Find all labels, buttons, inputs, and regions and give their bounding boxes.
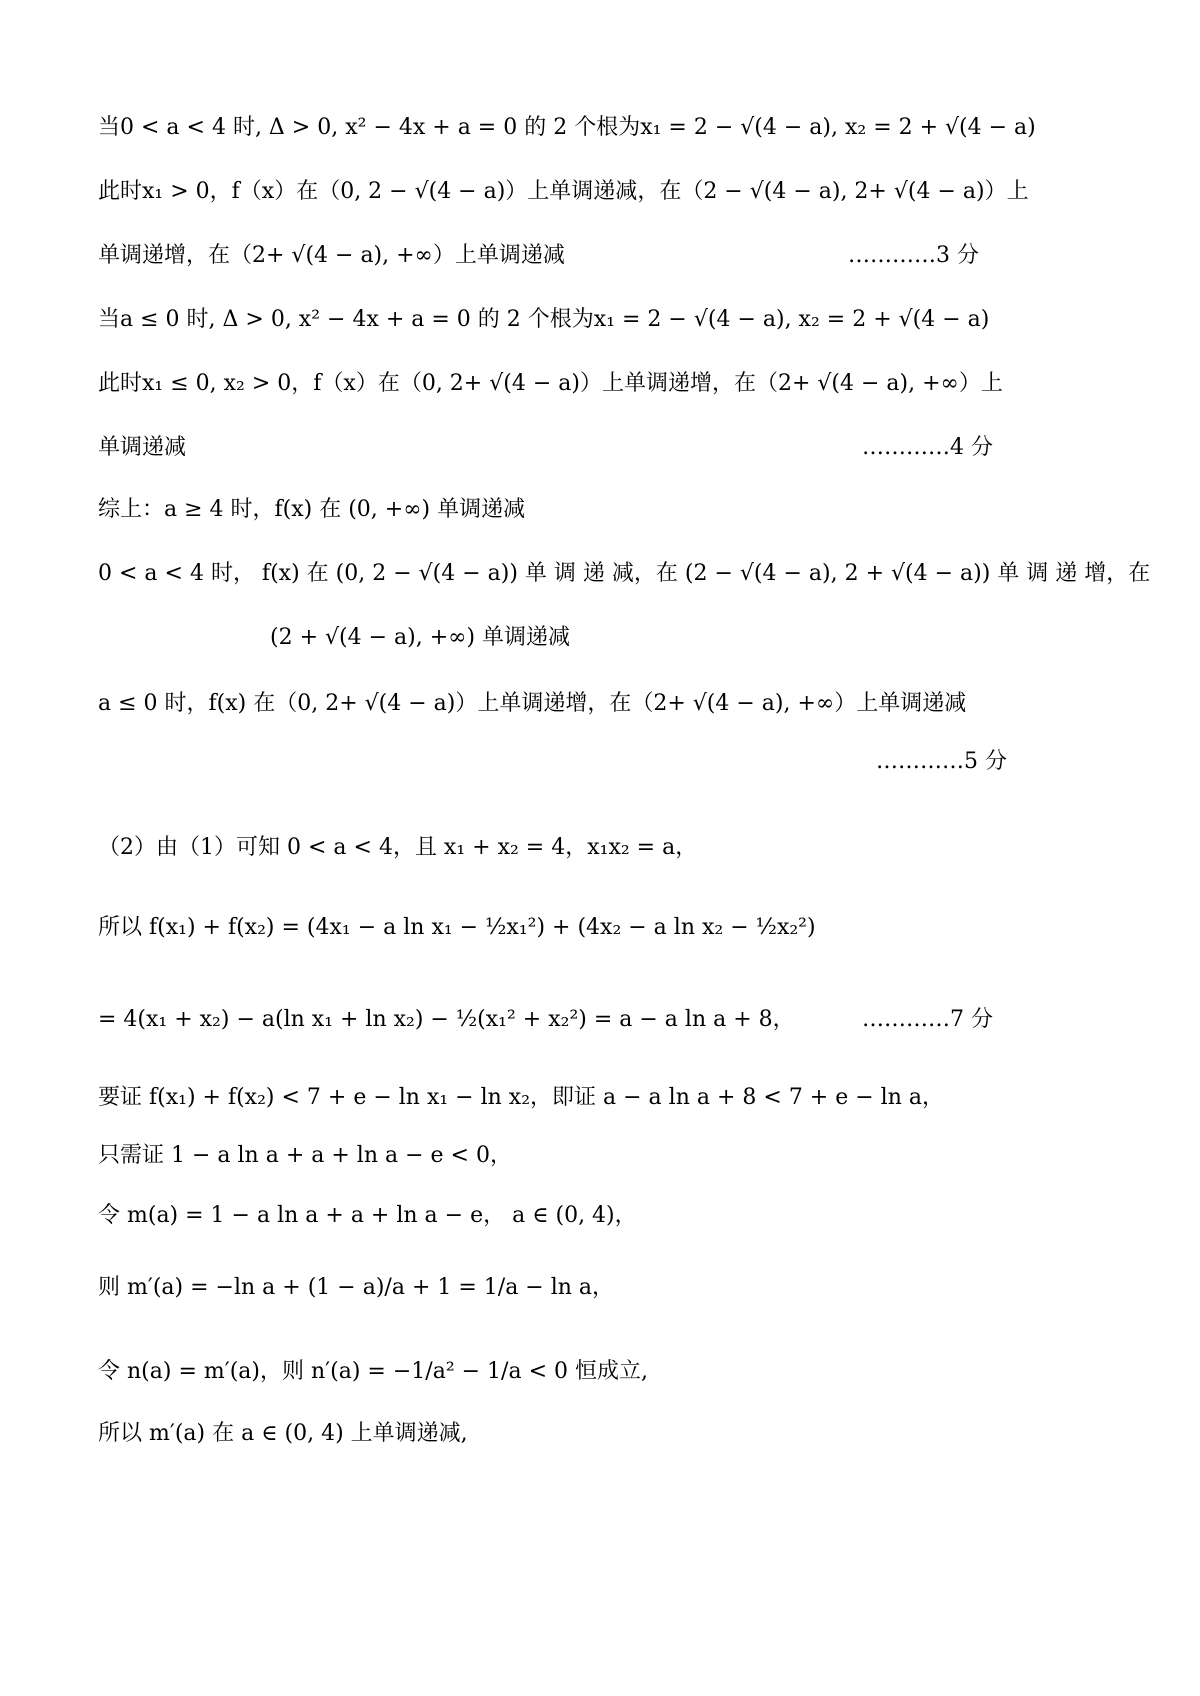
case-mid-monotone-continued: 单调递增，在（2+ √(4 − a), +∞）上单调递减 xyxy=(98,243,565,268)
summary-line-a-ge-4: 综上：a ≥ 4 时，f(x) 在 (0, +∞) 单调递减 xyxy=(98,497,526,522)
part2-intro: （2）由（1）可知 0 < a < 4，且 x₁ + x₂ = 4，x₁x₂ = a， xyxy=(98,835,698,860)
summary-line-mid-continued: (2 + √(4 − a), +∞) 单调递减 xyxy=(270,625,571,650)
monotone-conclusion-line: 所以 m′(a) 在 a ∈ (0, 4) 上单调递减, xyxy=(98,1421,468,1446)
summary-line-mid: 0 < a < 4 时， f(x) 在 (0, 2 − √(4 − a)) 单 调 递 减，在 (2 − √(4 − a), 2 + √(4 − a)) 单 调 递 增，在 xyxy=(98,561,1151,586)
define-m-line: 令 m(a) = 1 − a ln a + a + ln a − e， a ∈ (0, 4)， xyxy=(98,1203,637,1228)
case-neg-roots-line: 当a ≤ 0 时, Δ > 0, x² − 4x + a = 0 的 2 个根为x₁ = 2 − √(4 − a), x₂ = 2 + √(4 − a) xyxy=(98,307,990,332)
summary-line-a-le-0: a ≤ 0 时，f(x) 在（0, 2+ √(4 − a)）上单调递增，在（2+ √(4 − a), +∞）上单调递减 xyxy=(98,691,967,716)
score-marker-4: …………4 分 xyxy=(862,435,993,460)
case-mid-monotone-line: 此时x₁ > 0，f（x）在（0, 2 − √(4 − a)）上单调递减，在（2 − √(4 − a), 2+ √(4 − a)）上 xyxy=(98,179,1029,204)
define-n-line: 令 n(a) = m′(a)，则 n′(a) = −1/a² − 1/a < 0 恒成立, xyxy=(98,1359,648,1384)
case-neg-monotone-line: 此时x₁ ≤ 0, x₂ > 0，f（x）在（0, 2+ √(4 − a)）上单调递增，在（2+ √(4 − a), +∞）上 xyxy=(98,371,1003,396)
case-neg-monotone-continued: 单调递减 xyxy=(98,435,187,460)
case-mid-roots-line: 当0 < a < 4 时, Δ > 0, x² − 4x + a = 0 的 2 个根为x₁ = 2 − √(4 − a), x₂ = 2 + √(4 − a) xyxy=(98,115,1036,140)
to-prove-line: 要证 f(x₁) + f(x₂) < 7 + e − ln x₁ − ln x₂，即证 a − a ln a + 8 < 7 + e − ln a， xyxy=(98,1085,944,1110)
score-marker-5: …………5 分 xyxy=(876,749,1007,774)
simplified-sum: = 4(x₁ + x₂) − a(ln x₁ + ln x₂) − ½(x₁² + x₂²) = a − a ln a + 8， xyxy=(98,1007,795,1032)
derivative-m-line: 则 m′(a) = −ln a + (1 − a)/a + 1 = 1/a − ln a， xyxy=(98,1275,615,1300)
sufficient-condition-line: 只需证 1 − a ln a + a + ln a − e < 0， xyxy=(98,1143,512,1168)
score-marker-7: …………7 分 xyxy=(862,1007,993,1032)
score-marker-3: …………3 分 xyxy=(848,243,979,268)
sum-expression: 所以 f(x₁) + f(x₂) = (4x₁ − a ln x₁ − ½x₁²) + (4x₂ − a ln x₂ − ½x₂²) xyxy=(98,915,816,940)
